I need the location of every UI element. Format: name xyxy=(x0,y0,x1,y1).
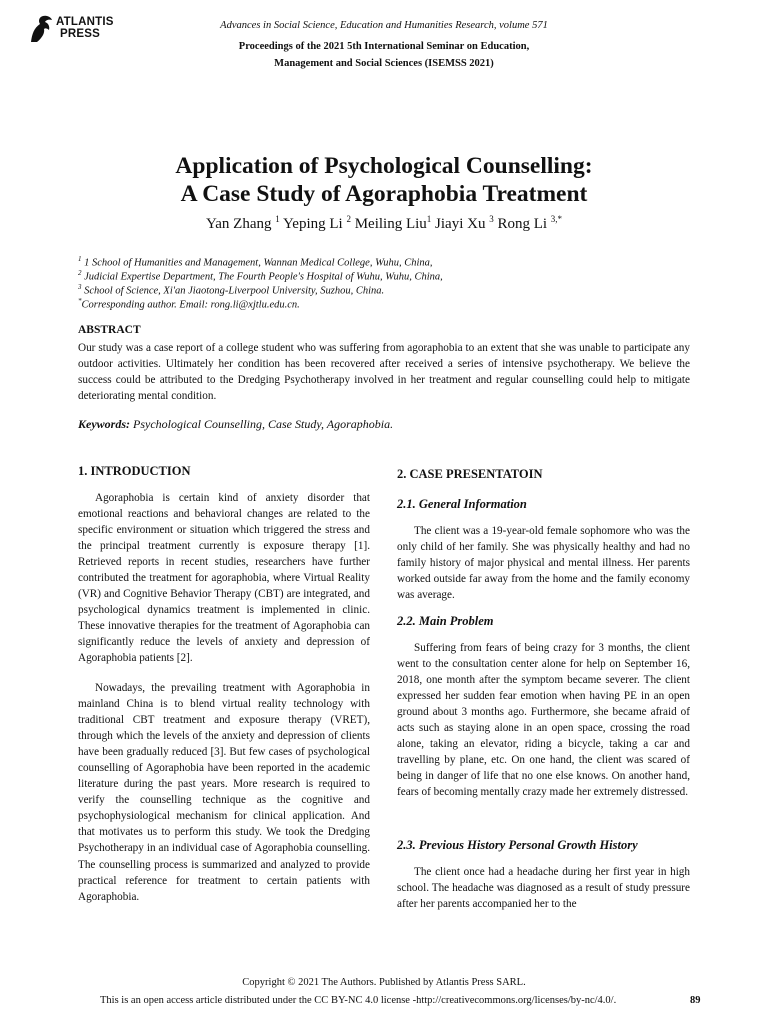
affiliation-text: 1 School of Humanities and Management, Wannan Medical College, Wuhu, China, xyxy=(84,257,433,269)
introduction-paragraph-1 xyxy=(78,490,370,667)
author-name: Yan Zhang xyxy=(205,216,272,232)
subsection-heading-history: 2.3. Previous History Personal Growth History xyxy=(397,838,638,852)
author-name: Rong Li xyxy=(497,216,548,232)
paragraph-text: Agoraphobia is certain kind of anxiety disorder that emotional reactions and behavioral changes are related to the specific environment or situation which triggered the stress and the principal treatment currently is exposure therapy [1]. Retrieved reports in recent studies, researchers have further contributed the treatment for agoraphobia, where Virtual Reality (VR) and Cognitive Behavior Therapy (CBT) are integrated, and psychological dynamics treatment is implemented in clinic. These innovative therapies for the treatment of Agoraphobia can significantly reduce the levels of anxiety and depression of Agoraphobia patients [2]. xyxy=(78,492,370,665)
proceedings-line1: Proceedings of the 2021 5th International Seminar on Education, xyxy=(238,41,530,52)
author-affil-mark: 2 xyxy=(346,214,351,224)
abstract-body: Our study was a case report of a college student who was suffering from agoraphobia to an extent that she was unable to participate any outdoor activities. Ultimately her condition has been recovered after received a series of intensive psychotherapy. We believe the success could be attributed to the Dredging Psychotherapy involved in her treatment and regular counselling could help to mitigate deteriorating mental condition. xyxy=(78,342,690,402)
paragraph-text: The client once had a headache during her first year in high school. The headache was diagnosed as a result of study pressure after her parents accompanied her to the xyxy=(397,866,690,911)
subsection-heading-general: 2.1. General Information xyxy=(397,497,527,511)
paper-title-line2: A Case Study of Agoraphobia Treatment xyxy=(180,181,588,207)
paper-title-line1: Application of Psychological Counselling: xyxy=(175,153,593,179)
author-affil-mark: 3 xyxy=(489,214,494,224)
main-problem-paragraph xyxy=(397,640,690,800)
publisher-name-line1: ATLANTIS xyxy=(56,16,114,28)
author-name: Meiling Liu xyxy=(354,216,427,232)
author-affil-mark: 1 xyxy=(275,214,280,224)
author-affil-mark: 3,* xyxy=(550,214,563,224)
author-list xyxy=(0,214,768,233)
author-name: Yeping Li xyxy=(282,216,343,232)
affiliation-mark: * xyxy=(78,297,82,305)
author-affil-mark: 1 xyxy=(426,214,432,224)
affiliation-mark: 1 xyxy=(78,255,82,263)
copyright-notice: Copyright © 2021 The Authors. Published by Atlantis Press SARL. xyxy=(242,977,526,988)
abstract-heading: ABSTRACT xyxy=(78,324,141,336)
affiliation-text: Judicial Expertise Department, The Fourth People's Hospital of Wuhu, Wuhu, China, xyxy=(84,271,443,283)
section-heading-introduction: 1. INTRODUCTION xyxy=(78,464,191,478)
subsection-heading-main-problem: 2.2. Main Problem xyxy=(397,614,494,628)
paragraph-text: The client was a 19-year-old female sophomore who was the only child of her family. She was physically healthy and had no family history of major physical and mental illness. Her parents worked outside far away from the home and the family economy was average. xyxy=(397,525,690,602)
keywords-text: Psychological Counselling, Case Study, Agoraphobia. xyxy=(133,417,394,431)
paragraph-text: Suffering from fears of being crazy for 3 months, the client went to the consultation center alone for help on September 16, 2018, one month after the symptom became severer. The client expressed her sudden fear emotion when having PE in an open ground about 3 months ago. Furthermore, she became afraid of acts such as staying alone in an open space, crossing the road alone, taking an elevator, riding a bicycle, taking a car and travelling by plane, etc. On one hand, the client was scared of being in danger of life that no one else knows. On another hand, fears of becoming mentally crazy made her extremely distressed. xyxy=(397,642,690,799)
journal-header: Advances in Social Science, Education and Humanities Research, volume 571 xyxy=(220,20,548,31)
general-information-paragraph xyxy=(397,523,690,603)
proceedings-line2: Management and Social Sciences (ISEMSS 2021) xyxy=(274,58,494,69)
keywords-label: Keywords: xyxy=(78,417,130,431)
license-notice: This is an open access article distributed under the CC BY-NC 4.0 license -http://creativecommons.org/licenses/by-nc/4.0/. xyxy=(100,995,617,1006)
section-heading-case: 2. CASE PRESENTATOIN xyxy=(397,467,543,481)
introduction-paragraph-2 xyxy=(78,680,370,905)
history-paragraph xyxy=(397,864,690,912)
paragraph-text: Nowadays, the prevailing treatment with Agoraphobia in mainland China is to blend virtual reality technology with traditional CBT treatment and exposure therapy (VRET), through which the levels of the anxiety and depression of clients have been gradually reduced [3]. But few cases of psychological counselling of Agoraphobia have been reported in the academic literature during the past years. More research is required to verify the counselling technique as the cognitive and psychophysiological mechanism for clinical application. And that motivates us to perform this study. We took the Dredging Psychotherapy in an individual case of Agoraphobia counselling. The counselling process is summarized and analyzed to provide practical reference for treatment to certain patients with Agoraphobia. xyxy=(78,682,370,903)
affiliation-mark: 2 xyxy=(78,269,82,277)
author-name: Jiayi Xu xyxy=(435,216,486,232)
affiliation xyxy=(78,294,300,313)
publisher-name-line2: PRESS xyxy=(60,28,100,40)
affiliation-mark: 3 xyxy=(78,283,82,291)
page-number: 89 xyxy=(690,995,701,1006)
keywords xyxy=(78,417,393,432)
affiliation-text: Corresponding author. Email: rong.li@xjtlu.edu.cn. xyxy=(81,299,300,311)
affiliation-text: School of Science, Xi'an Jiaotong-Liverpool University, Suzhou, China. xyxy=(84,285,385,297)
